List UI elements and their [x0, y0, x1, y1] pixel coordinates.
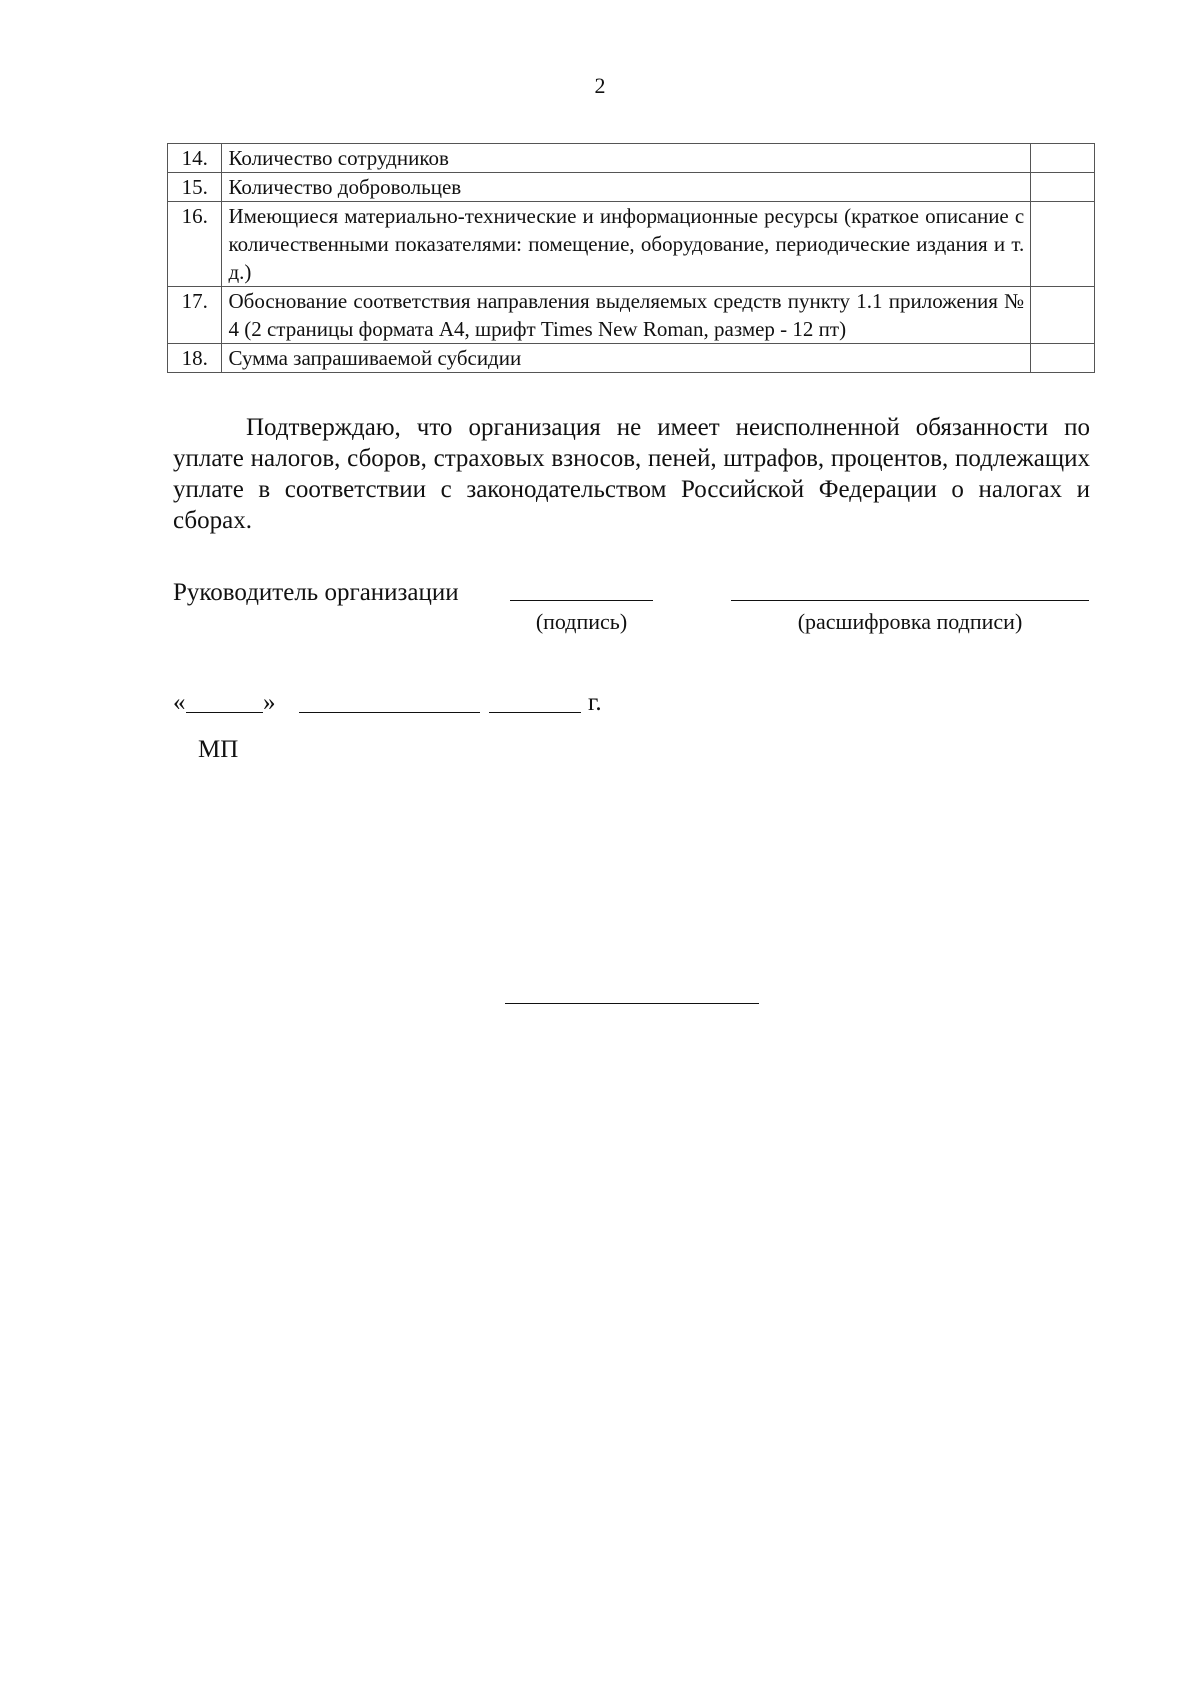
row-number: 15. [168, 173, 222, 202]
row-value-cell[interactable] [1031, 144, 1095, 173]
page-number: 2 [594, 73, 606, 98]
date-year-line[interactable] [489, 712, 581, 713]
table-row [168, 173, 1095, 202]
row-description: Количество добровольцев [222, 173, 1031, 202]
row-description: Количество сотрудников [222, 144, 1031, 173]
date-month-line[interactable] [299, 712, 480, 713]
signature-line[interactable] [510, 600, 653, 601]
signature-caption: (подпись) [535, 609, 628, 634]
head-of-organization-label: Руководитель организации [173, 579, 459, 606]
row-number: 17. [168, 287, 222, 344]
end-of-document-divider [505, 1003, 759, 1004]
table-row [168, 144, 1095, 173]
table-row [168, 287, 1095, 344]
row-number: 16. [168, 202, 222, 287]
date-year-suffix: г. [588, 689, 602, 716]
signature-decoding-line[interactable] [731, 600, 1089, 601]
row-value-cell[interactable] [1031, 173, 1095, 202]
application-form-table [167, 143, 1095, 373]
table-row [168, 344, 1095, 373]
row-value-cell[interactable] [1031, 287, 1095, 344]
date-close-quote: » [263, 689, 276, 716]
signature-decoding-caption: (расшифровка подписи) [797, 609, 1023, 634]
row-number: 14. [168, 144, 222, 173]
row-description: Обоснование соответствия направления выделяемых средств пункту 1.1 приложения № 4 (2 страницы формата А4, шрифт Times New Roman, размер - 12 пт) [222, 287, 1031, 344]
row-description: Сумма запрашиваемой субсидии [222, 344, 1031, 373]
row-value-cell[interactable] [1031, 344, 1095, 373]
date-day-line[interactable] [186, 712, 263, 713]
date-open-quote: « [173, 689, 186, 716]
confirmation-paragraph: Подтверждаю, что организация не имеет неисполненной обязанности по уплате налогов, сборов, страховых взносов, пеней, штрафов, процентов, подлежащих уплате в соответствии с законодательством Российской Федерации о налогах и сборах. [173, 414, 1090, 534]
table-row [168, 202, 1095, 287]
row-description: Имеющиеся материально-технические и информационные ресурсы (краткое описание с количественными показателями: помещение, оборудование, периодические издания и т. д.) [222, 202, 1031, 287]
row-value-cell[interactable] [1031, 202, 1095, 287]
stamp-place-label: МП [198, 736, 239, 763]
row-number: 18. [168, 344, 222, 373]
